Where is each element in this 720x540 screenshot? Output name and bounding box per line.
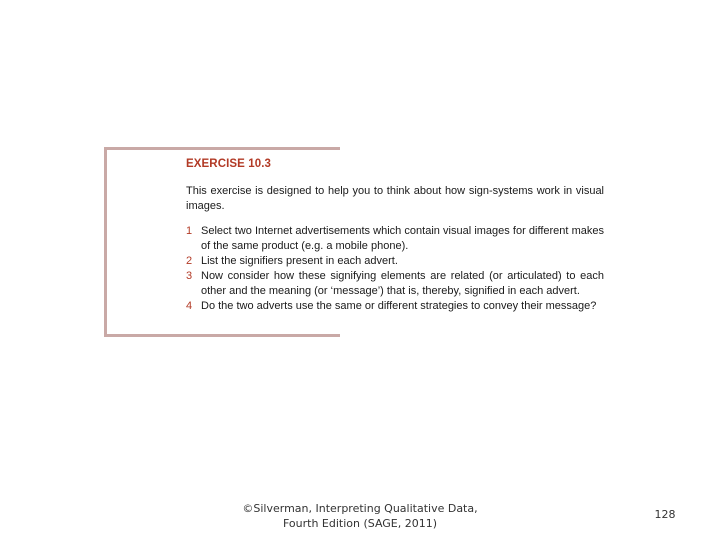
item-text: Now consider how these signifying elements are related (or articulated) to each other and the meaning (or ‘message’) that is, thereby, signified in each advert. xyxy=(201,270,604,297)
exercise-box-border-bottom xyxy=(104,334,340,337)
exercise-box-border-top xyxy=(104,147,340,150)
item-text: Do the two adverts use the same or different strategies to convey their message? xyxy=(201,300,597,312)
item-number: 3 xyxy=(186,270,193,282)
exercise-intro: This exercise is designed to help you to think about how sign-systems work in visual images. xyxy=(186,185,604,212)
item-text: List the signifiers present in each advert. xyxy=(201,255,398,267)
list-item xyxy=(186,299,604,314)
exercise-list xyxy=(186,224,604,314)
list-item xyxy=(186,254,604,269)
item-number: 1 xyxy=(186,225,193,237)
item-number: 2 xyxy=(186,255,193,267)
citation-line-1: ©Silverman, Interpreting Qualitative Data, xyxy=(242,502,478,515)
exercise-title: EXERCISE 10.3 xyxy=(186,158,272,170)
list-item xyxy=(186,224,604,254)
page-number: 128 xyxy=(654,508,676,521)
list-item xyxy=(186,269,604,299)
exercise-box-border-left xyxy=(104,147,107,337)
exercise-box xyxy=(186,157,604,314)
footer-citation xyxy=(215,501,505,531)
citation-line-2: Fourth Edition (SAGE, 2011) xyxy=(282,517,438,530)
item-text: Select two Internet advertisements which contain visual images for different makes of the same product (e.g. a mobile phone). xyxy=(201,225,604,252)
item-number: 4 xyxy=(186,300,193,312)
